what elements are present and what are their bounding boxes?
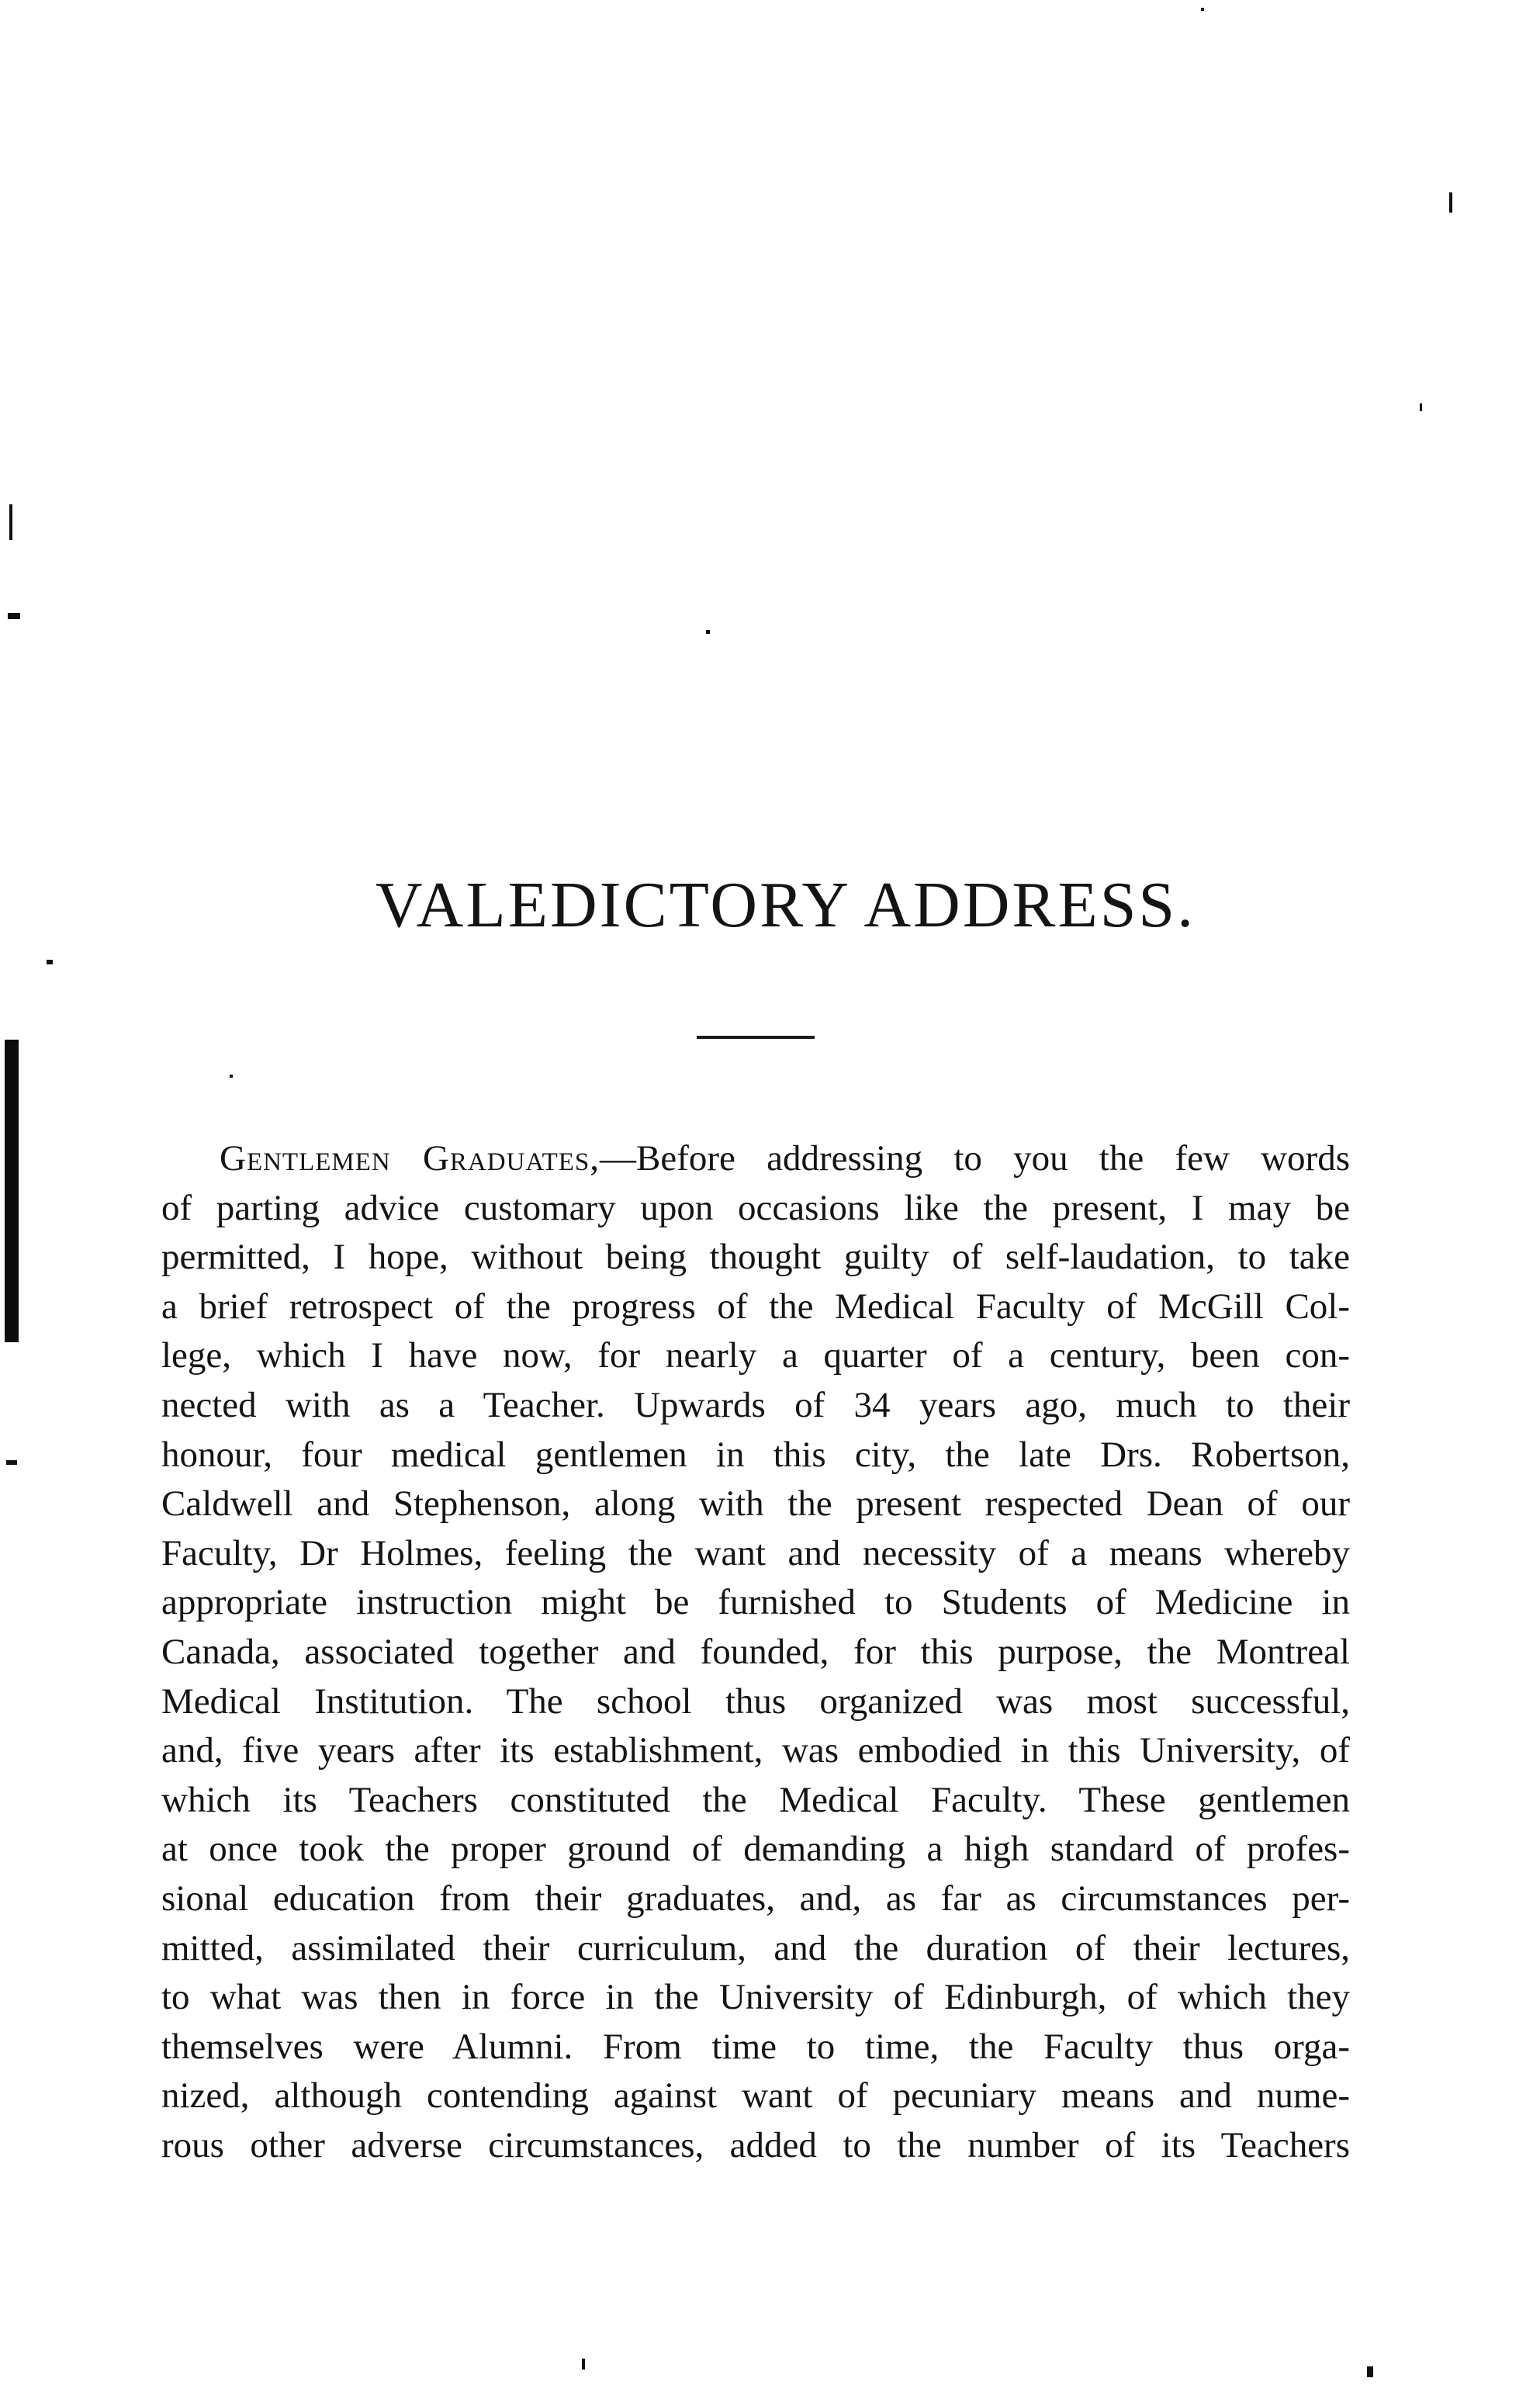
text-line-3: permitted, I hope, without being thought guilty of self-laudation, to take	[161, 1237, 1350, 1278]
text-line-21: rous other adverse circumstances, added to the number of its Teachers	[161, 2124, 1350, 2165]
scan-edge-shadow	[5, 1040, 19, 1342]
scan-speck	[706, 630, 710, 634]
scan-speck	[47, 960, 53, 964]
scan-speck	[230, 1075, 233, 1078]
text-line-11: Canada, associated together and founded, for this purpose, the Montreal	[161, 1631, 1350, 1672]
text-line-12: Medical Institution. The school thus organized was most successful,	[161, 1681, 1350, 1722]
text-line-9: Faculty, Dr Holmes, feeling the want and necessity of a means whereby	[161, 1532, 1350, 1573]
text-line-1	[161, 1134, 1350, 1184]
scan-speck	[1367, 2366, 1373, 2377]
text-line-18: to what was then in force in the University of Edinburgh, of which they	[161, 1977, 1350, 2018]
scan-speck	[9, 504, 12, 540]
text-line-2: of parting advice customary upon occasions like the present, I may be	[161, 1187, 1350, 1228]
text-line-16: sional education from their graduates, and, as far as circumstances per-	[161, 1878, 1350, 1919]
text-line-17: mitted, assimilated their curriculum, and the duration of their lectures,	[161, 1927, 1350, 1968]
text-line-15: at once took the proper ground of demanding a high standard of profes-	[161, 1829, 1350, 1870]
address-body	[161, 1134, 1350, 2170]
scan-speck	[1420, 403, 1422, 411]
text-line-5: lege, which I have now, for nearly a quarter of a century, been con-	[161, 1335, 1350, 1376]
text-line-10: appropriate instruction might be furnished to Students of Medicine in	[161, 1582, 1350, 1623]
scan-speck	[1449, 192, 1452, 213]
page-title: VALEDICTORY ADDRESS.	[375, 869, 1196, 941]
text-line-6: nected with as a Teacher. Upwards of 34 years ago, much to their	[161, 1384, 1350, 1425]
scan-speck	[582, 2359, 585, 2369]
text-line-20: nized, although contending against want of pecuniary means and nume-	[161, 2075, 1350, 2117]
text-line-19: themselves were Alumni. From time to time, the Faculty thus orga-	[161, 2026, 1350, 2067]
line-1-text: —Before addressing to you the few words	[600, 1138, 1350, 1179]
text-line-7: honour, four medical gentlemen in this city, the late Drs. Robertson,	[161, 1434, 1350, 1475]
scan-speck	[6, 1460, 17, 1465]
scan-speck	[1201, 8, 1204, 11]
scan-speck	[8, 613, 20, 619]
text-line-8: Caldwell and Stephenson, along with the present respected Dean of our	[161, 1483, 1350, 1525]
salutation: Gentlemen Graduates,	[220, 1138, 600, 1179]
title-divider	[697, 1036, 815, 1039]
text-line-13: and, five years after its establishment, was embodied in this University, of	[161, 1730, 1350, 1771]
text-line-4: a brief retrospect of the progress of the Medical Faculty of McGill Col-	[161, 1286, 1350, 1327]
text-line-14: which its Teachers constituted the Medical Faculty. These gentlemen	[161, 1779, 1350, 1820]
